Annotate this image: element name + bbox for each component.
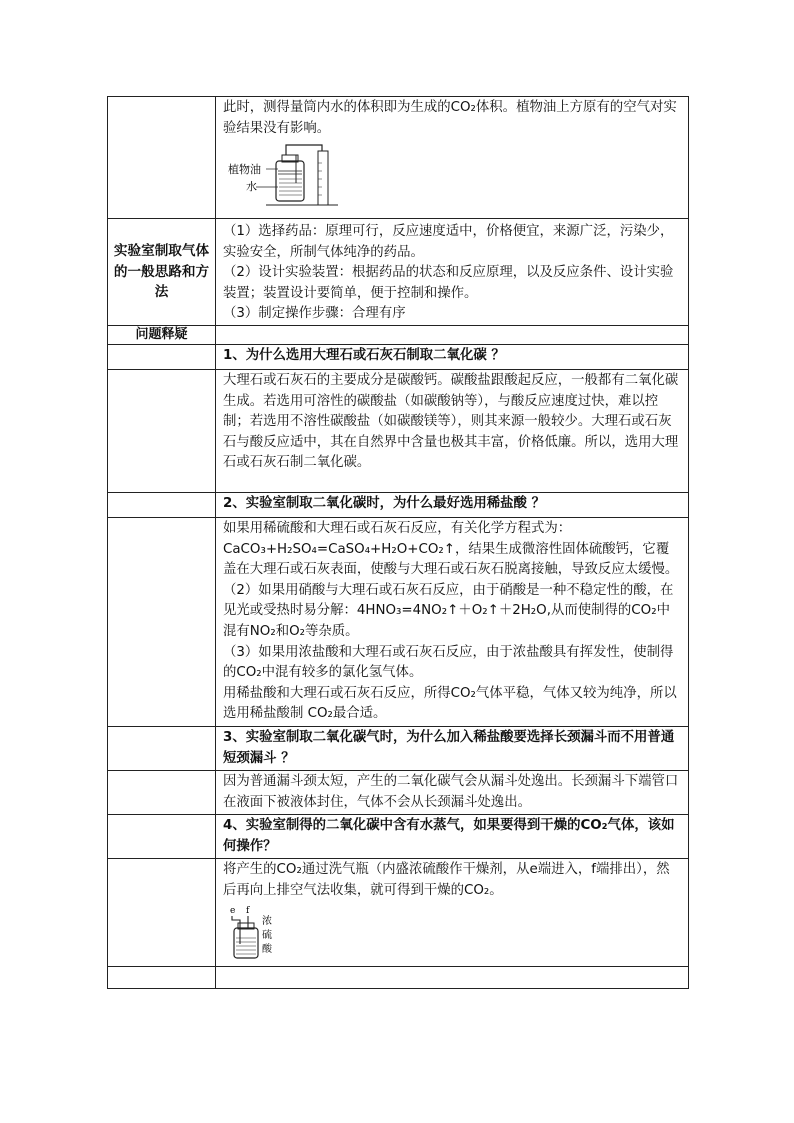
q2-answer-line-5: 用稀盐酸和大理石或石灰石反应，所得CO₂气体平稳，气体又较为纯净，所以选用稀盐酸制 CO₂最合适。: [223, 685, 677, 722]
empty-cell: [108, 859, 216, 967]
figure-label-f: f: [246, 906, 250, 917]
continuation-text: 此时，测得量筒内水的体积即为生成的CO₂体积。植物油上方原有的空气对实验结果没有影响。: [223, 100, 677, 136]
q2-answer-line-2: CaCO₃+H₂SO₄=CaSO₄+H₂O+CO₂↑，结果生成微溶性固体硫酸钙，它覆盖在大理石或石灰表面，使酸与大理石或石灰石脱离接触，导致反应太缓慢。: [223, 541, 679, 578]
faq-header: 问题释疑: [135, 327, 188, 342]
continuation-cell: [216, 97, 689, 219]
wash-bottle-figure: [216, 901, 688, 966]
empty-cell: [108, 493, 216, 518]
q2-question-cell: [216, 493, 689, 518]
q3-question: 3、实验室制取二氧化碳气时，为什么加入稀盐酸要选择长颈漏斗而不用普通短颈漏斗 ？: [223, 730, 675, 766]
document-table: [107, 96, 689, 989]
figure-label-acid-1: 浓: [262, 916, 272, 928]
q4-question-cell: [216, 815, 689, 859]
figure-label-acid-2: 硫: [262, 930, 272, 942]
q3-answer: 因为普通漏斗颈太短，产生的二氧化碳气会从漏斗处逸出。长颈漏斗下端管口在液面下被液体封住，气体不会从长颈漏斗处逸出。: [223, 774, 679, 810]
q2-answer-line-4: （3）如果用浓盐酸和大理石或石灰石反应，由于浓盐酸具有挥发性，使制得的CO₂中混有较多的氯化氢气体。: [223, 644, 674, 681]
method-line-1: （1）选择药品：原理可行，反应速度适中，价格便宜，来源广泛，污染少，实验安全，所制气体纯净的药品。: [223, 224, 674, 260]
gas-measure-figure: [216, 139, 688, 215]
q3-answer-cell: [216, 771, 689, 815]
q2-answer-cell: [216, 518, 689, 727]
method-line-2: （2）设计实验装置：根据药品的状态和反应原理，以及反应条件、设计实验装置；装置设计要简单，便于控制和操作。: [223, 265, 674, 301]
figure-label-acid-3: 酸: [262, 944, 272, 956]
q4-answer: 将产生的CO₂通过洗气瓶（内盛浓硫酸作干燥剂，从e端进入，f端排出），然后再向上排空气法收集，就可得到干燥的CO₂。: [223, 862, 670, 898]
faq-header-cell: [108, 326, 216, 345]
q1-answer-cell: [216, 370, 689, 493]
method-title-cell: [108, 219, 216, 326]
figure-label-water: 水: [246, 180, 257, 194]
method-line-3: （3）制定操作步骤：合理有序: [223, 306, 406, 322]
empty-cell: [216, 967, 689, 989]
q1-question: 1、为什么选用大理石或石灰石制取二氧化碳 ？: [223, 348, 505, 363]
empty-cell: [108, 370, 216, 493]
empty-cell: [108, 345, 216, 370]
q4-question: 4、实验室制得的二氧化碳中含有水蒸气，如果要得到干燥的CO₂气体，该如何操作？: [223, 818, 675, 854]
figure-label-e: e: [230, 906, 236, 917]
empty-cell: [108, 518, 216, 727]
q3-question-cell: [216, 727, 689, 771]
q1-answer: 大理石或石灰石的主要成分是碳酸钙。碳酸盐跟酸起反应，一般都有二氧化碳生成。若选用可溶性的碳酸盐（如碳酸钠等），与酸反应速度过快，难以控制；若选用不溶性碳酸盐（如碳酸镁等），则其来源一般较少。大理石或石灰石与酸反应适中，其在自然界中含量也极其丰富，价格低廉。所以，选用大理石或石灰石制二氧化碳。: [223, 373, 679, 471]
empty-cell: [216, 326, 689, 345]
q1-question-cell: [216, 345, 689, 370]
gas-measure-apparatus-diagram: [226, 143, 346, 209]
figure-label-oil: 植物油: [228, 163, 261, 177]
method-title: 实验室制取气体的一般思路和方法: [113, 243, 210, 301]
empty-cell: [108, 97, 216, 219]
q2-answer-line-1: 如果用稀硫酸和大理石或石灰石反应，有关化学方程式为：: [223, 521, 572, 536]
q2-question: 2、实验室制取二氧化碳时，为什么最好选用稀盐酸 ？: [223, 496, 545, 511]
empty-cell: [108, 771, 216, 815]
q4-answer-cell: [216, 859, 689, 967]
empty-cell: [108, 967, 216, 989]
empty-cell: [108, 815, 216, 859]
empty-cell: [108, 727, 216, 771]
wash-bottle-diagram: [226, 904, 286, 962]
method-cell: [216, 219, 689, 326]
q2-answer-line-3: （2）如果用硝酸与大理石或石灰石反应，由于硝酸是一种不稳定性的酸，在见光或受热时易分解：4HNO₃=4NO₂↑＋O₂↑＋2H₂O,从而使制得的CO₂中混有NO₂和O₂等杂质。: [223, 582, 674, 639]
